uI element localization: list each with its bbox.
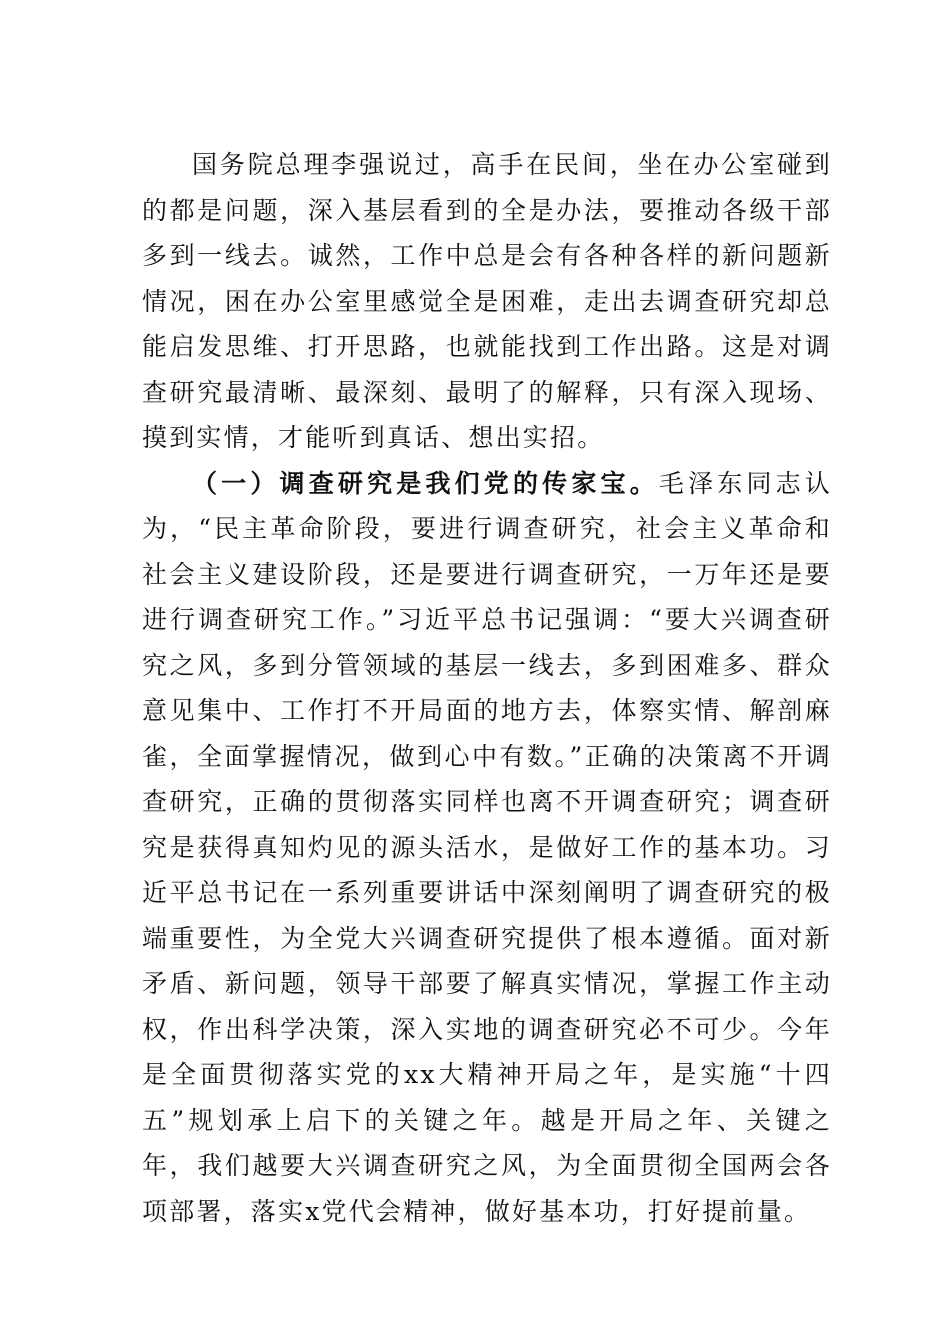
document-body	[142, 142, 832, 1234]
section-heading: （一）调查研究是我们党的传家宝。	[192, 468, 659, 498]
paragraph-section-one-text: 毛泽东同志认为，“民主革命阶段，要进行调查研究，社会主义革命和社会主义建设阶段，还是要进行调查研究，一万年还是要进行调查研究工作。”习近平总书记强调：“要大兴调查研究之风，多到分管领域的基层一线去，多到困难多、群众意见集中、工作打不开局面的地方去，体察实情、解剖麻雀，全面掌握情况，做到心中有数。”正确的决策离不开调查研究，正确的贯彻落实同样也离不开调查研究；调查研究是获得真知灼见的源头活水，是做好工作的基本功。习近平总书记在一系列重要讲话中深刻阐明了调查研究的极端重要性，为全党大兴调查研究提供了根本遵循。面对新矛盾、新问题，领导干部要了解真实情况，掌握工作主动权，作出科学决策，深入实地的调查研究必不可少。今年是全面贯彻落实党的xx大精神开局之年，是实施“十四五”规划承上启下的关键之年。越是开局之年、关键之年，我们越要大兴调查研究之风，为全面贯彻全国两会各项部署，落实x党代会精神，做好基本功，打好提前量。	[142, 468, 833, 1226]
paragraph-intro-text: 国务院总理李强说过，高手在民间，坐在办公室碰到的都是问题，深入基层看到的全是办法，要推动各级干部多到一线去。诚然，工作中总是会有各种各样的新问题新情况，困在办公室里感觉全是困难，走出去调查研究却总能启发思维、打开思路，也就能找到工作出路。这是对调查研究最清晰、最深刻、最明了的解释，只有深入现场、摸到实情，才能听到真话、想出实招。	[142, 150, 832, 452]
paragraph-intro	[142, 142, 832, 461]
paragraph-section-one	[142, 461, 832, 1235]
